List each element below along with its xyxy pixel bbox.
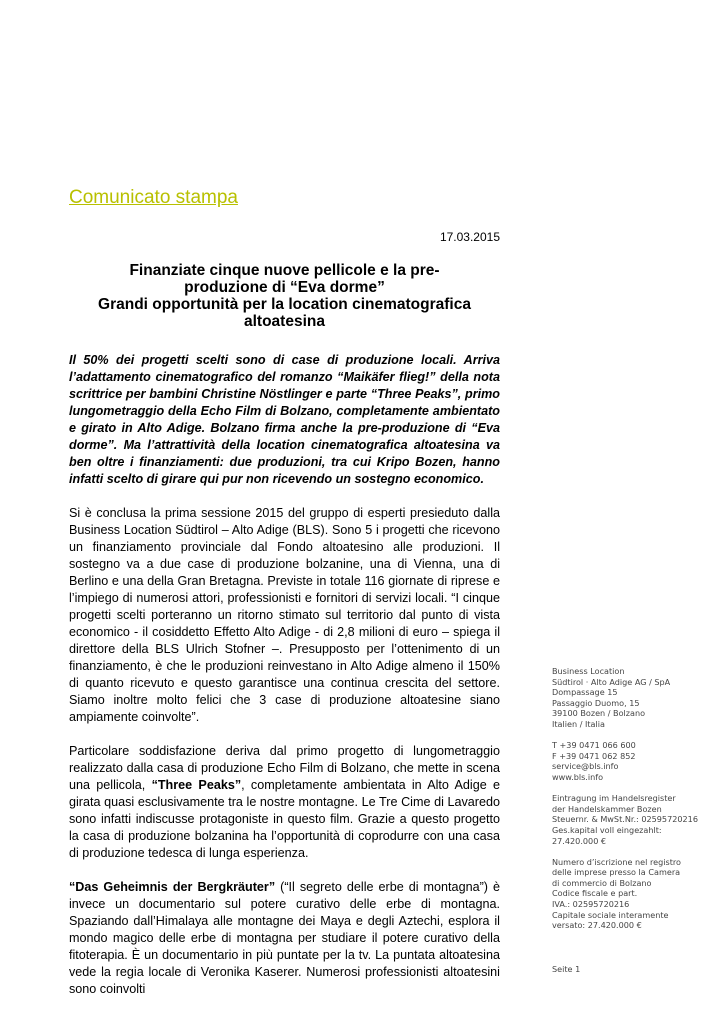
film-title-three-peaks: “Three Peaks” <box>151 778 242 792</box>
register-line: der Handelskammer Bozen <box>552 803 662 814</box>
email-address: service@bls.info <box>552 761 619 772</box>
film-title-bergkraeuter: “Das Geheimnis der Bergkräuter” <box>69 880 276 894</box>
release-date: 17.03.2015 <box>439 230 500 244</box>
register-line: Eintragung im Handelsregister <box>552 793 676 804</box>
page-number: Seite 1 <box>552 964 581 974</box>
address-line: 39100 Bozen / Bolzano <box>552 708 646 719</box>
lead-paragraph: Il 50% dei progetti scelti sono di case di produzione locali. Arriva l’adattamento cinematografico del romanzo “Maikäfer flieg!” della nota scrittrice per bambini Christine Nöstlinger e parte “Three Peaks”, primo lungometraggio della Echo Film di Bolzano, completamente ambientato e girato in Alto Adige. Bolzano firma anche la pre-produzione di “Eva dorme”. Ma l’attrattività della location cinematografica altoatesina va ben oltre i finanziamenti: due produzioni, tra cui Kripo Bozen, hanno infatti scelto di girare qui pur non ricevendo un sostegno economico. <box>69 353 500 486</box>
title-line: Finanziate cinque nuove pellicole e la pre- <box>129 262 440 279</box>
title-line: produzione di “Eva dorme” <box>184 279 385 296</box>
address-line: Südtirol · Alto Adige AG / SpA <box>552 676 671 687</box>
address-line: Business Location <box>552 666 625 676</box>
register-line: versato: 27.420.000 € <box>552 920 642 931</box>
address-block <box>552 666 717 730</box>
article-title <box>69 262 500 330</box>
register-line: Capitale sociale interamente <box>552 909 669 920</box>
register-line: delle imprese presso la Camera <box>552 867 681 878</box>
register-line: di commercio di Bolzano <box>552 877 652 888</box>
article-body <box>69 352 500 1015</box>
register-line: Numero d’iscrizione nel registro <box>552 856 681 867</box>
title-line: Grandi opportunità per la location cinematografica <box>98 296 471 313</box>
phone-number: T +39 0471 066 600 <box>552 740 636 751</box>
fax-number: F +39 0471 062 852 <box>552 750 636 761</box>
company-sidebar <box>552 666 717 941</box>
press-release-heading: Comunicato stampa <box>69 187 238 208</box>
register-line: Steuernr. & MwSt.Nr.: 02595720216 <box>552 814 698 825</box>
p3-text-after: (“Il segreto delle erbe di montagna”) è invece un documentario sul potere curativo delle erbe di montagna. Spaziando dall’Himalaya alle montagne dei Maya e degli Aztechi, esplora il mondo magico delle erbe di montagna per studiare il potere curativo della fitoterapia. È un documentario in più puntate per la tv. La puntata altoatesina vede la regia locale di Veronika Kaserer. Numerosi professionisti altoatesini sono coinvolti <box>69 880 500 996</box>
address-line: Passaggio Duomo, 15 <box>552 697 640 708</box>
title-line: altoatesina <box>244 313 325 330</box>
register-line: Codice fiscale e part. <box>552 888 638 899</box>
register-it-block <box>552 857 717 931</box>
website-address: www.bls.info <box>552 771 604 782</box>
p2-text-after: , completamente ambientata in Alto Adige e girata quasi esclusivamente tra le nostre montagne. Le Tre Cime di Lavaredo sono infatti indiscusse protagoniste in questo film. Grazie a questo progetto la casa di produzione bolzanina ha l’opportunità di coprodurre con una casa di produzione tedesca di lunga esperienza. <box>69 778 500 860</box>
address-line: Dompassage 15 <box>552 687 618 698</box>
address-line: Italien / Italia <box>552 718 605 729</box>
register-de-block <box>552 793 717 846</box>
contact-block <box>552 740 717 782</box>
body-paragraph-3 <box>69 879 500 998</box>
register-line: 27.420.000 € <box>552 835 607 846</box>
register-line: Ges.kapital voll eingezahlt: <box>552 824 662 835</box>
register-line: IVA.: 02595720216 <box>552 899 630 910</box>
body-paragraph-1: Si è conclusa la prima sessione 2015 del gruppo di esperti presieduto dalla Business Location Südtirol – Alto Adige (BLS). Sono 5 i progetti che ricevono un finanziamento provinciale dal Fondo altoatesino alle produzioni. Il sostegno va a due case di produzione bolzanine, una di Vienna, una di Berlino e una della Gran Bretagna. Previste in totale 116 giornate di riprese e l’impiego di numerosi attori, professionisti e fornitori di servizi locali. “I cinque progetti scelti porteranno un ritorno stimato sul territorio dal punto di vista economico - il cosiddetto Effetto Alto Adige - di 2,8 milioni di euro – spiega il direttore della BLS Ulrich Stofner –. Presupposto per l’ottenimento di un finanziamento, è che le produzioni reinvestano in Alto Adige almeno il 150% di quanto ricevuto e questo garantisce una continua crescita del settore. Siamo inoltre molto felici che 3 case di produzione altoatesine siano ampiamente coinvolte”. <box>69 506 500 724</box>
p2-text-before: Particolare soddisfazione deriva dal primo progetto di lungometraggio realizzato dalla casa di produzione Echo Film di Bolzano, che mette in scena una pellicola, <box>69 744 500 792</box>
body-paragraph-2 <box>69 743 500 862</box>
